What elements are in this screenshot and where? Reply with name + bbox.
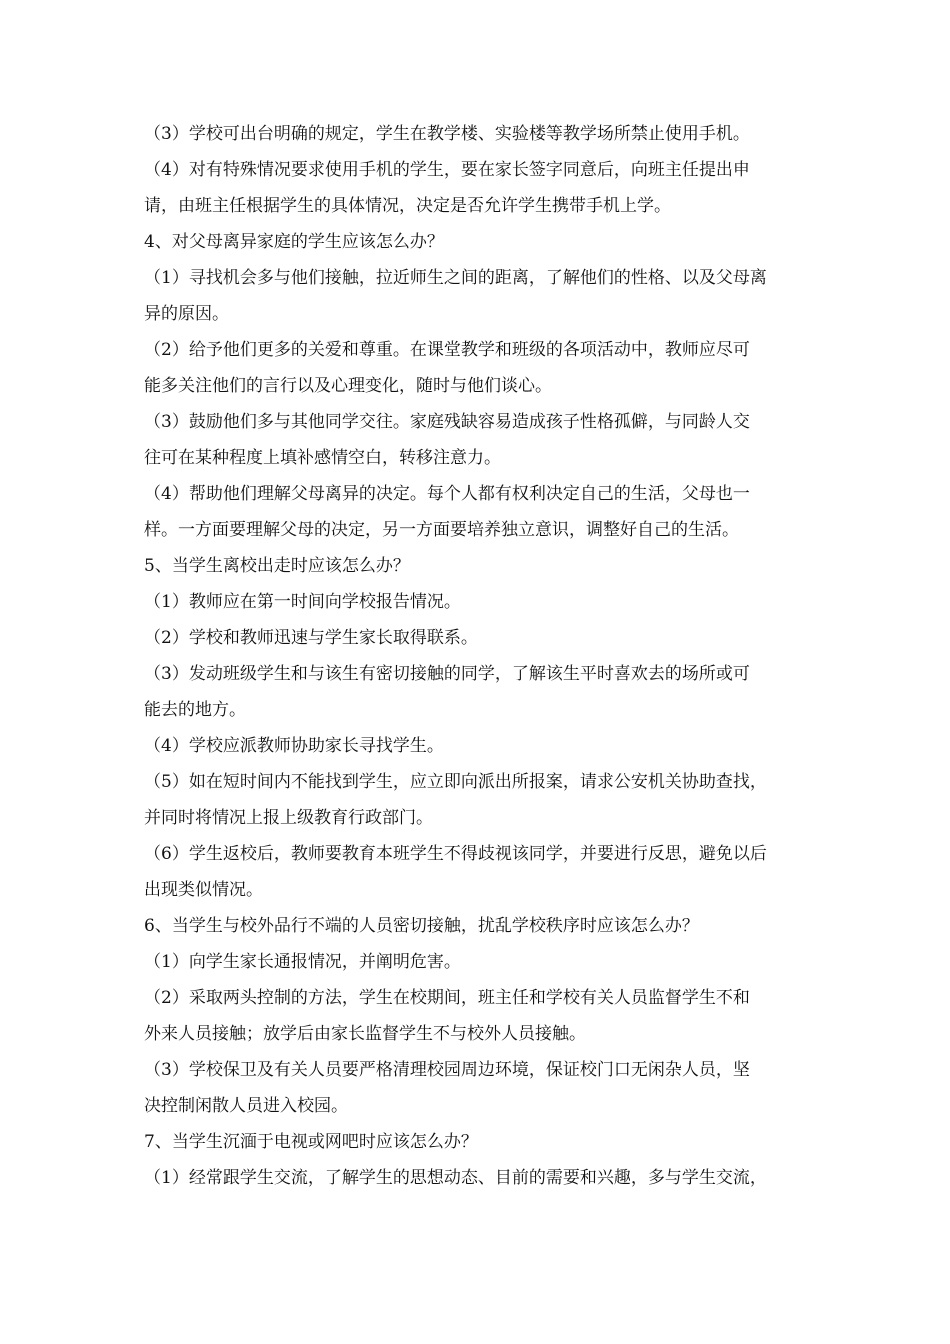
- text-line: （1）教师应在第一时间向学校报告情况。: [144, 592, 461, 612]
- text-line: 出现类似情况。: [144, 880, 263, 900]
- document-page: [144, 116, 812, 1196]
- text-line: （2）采取两头控制的方法，学生在校期间，班主任和学校有关人员监督学生不和: [144, 988, 750, 1008]
- text-line: （2）学校和教师迅速与学生家长取得联系。: [144, 628, 478, 648]
- section-heading: 6、当学生与校外品行不端的人员密切接触，扰乱学校秩序时应该怎么办？: [144, 916, 699, 936]
- text-line: （1）向学生家长通报情况，并阐明危害。: [144, 952, 461, 972]
- text-line: 外来人员接触；放学后由家长监督学生不与校外人员接触。: [144, 1024, 586, 1044]
- text-line: （1）寻找机会多与他们接触，拉近师生之间的距离，了解他们的性格、以及父母离: [144, 268, 767, 288]
- text-line: （4）学校应派教师协助家长寻找学生。: [144, 736, 444, 756]
- text-line: （2）给予他们更多的关爱和尊重。在课堂教学和班级的各项活动中，教师应尽可: [144, 340, 750, 360]
- text-line: （3）学校可出台明确的规定，学生在教学楼、实验楼等教学场所禁止使用手机。: [144, 124, 750, 144]
- section-heading: 5、当学生离校出走时应该怎么办？: [144, 556, 410, 576]
- text-line: 并同时将情况上报上级教育行政部门。: [144, 808, 433, 828]
- text-line: （4）对有特殊情况要求使用手机的学生，要在家长签字同意后，向班主任提出申: [144, 160, 750, 180]
- text-line: 请，由班主任根据学生的具体情况，决定是否允许学生携带手机上学。: [144, 196, 671, 216]
- text-line: （6）学生返校后，教师要教育本班学生不得歧视该同学，并要进行反思，避免以后: [144, 844, 767, 864]
- section-heading: 4、对父母离异家庭的学生应该怎么办？: [144, 232, 444, 252]
- text-line: （3）鼓励他们多与其他同学交往。家庭残缺容易造成孩子性格孤僻，与同龄人交: [144, 412, 750, 432]
- text-line: （5）如在短时间内不能找到学生，应立即向派出所报案，请求公安机关协助查找，: [144, 772, 767, 792]
- text-line: 决控制闲散人员进入校园。: [144, 1096, 348, 1116]
- text-line: 能去的地方。: [144, 700, 246, 720]
- text-line: （4）帮助他们理解父母离异的决定。每个人都有权利决定自己的生活，父母也一: [144, 484, 750, 504]
- text-line: （3）发动班级学生和与该生有密切接触的同学，了解该生平时喜欢去的场所或可: [144, 664, 750, 684]
- text-line: 异的原因。: [144, 304, 229, 324]
- section-heading: 7、当学生沉湎于电视或网吧时应该怎么办？: [144, 1132, 478, 1152]
- text-line: 能多关注他们的言行以及心理变化，随时与他们谈心。: [144, 376, 552, 396]
- text-line: 样。一方面要理解父母的决定，另一方面要培养独立意识，调整好自己的生活。: [144, 520, 739, 540]
- text-line: 往可在某种程度上填补感情空白，转移注意力。: [144, 448, 501, 468]
- text-line: （3）学校保卫及有关人员要严格清理校园周边环境，保证校门口无闲杂人员，坚: [144, 1060, 750, 1080]
- text-line: （1）经常跟学生交流，了解学生的思想动态、目前的需要和兴趣，多与学生交流，: [144, 1168, 767, 1188]
